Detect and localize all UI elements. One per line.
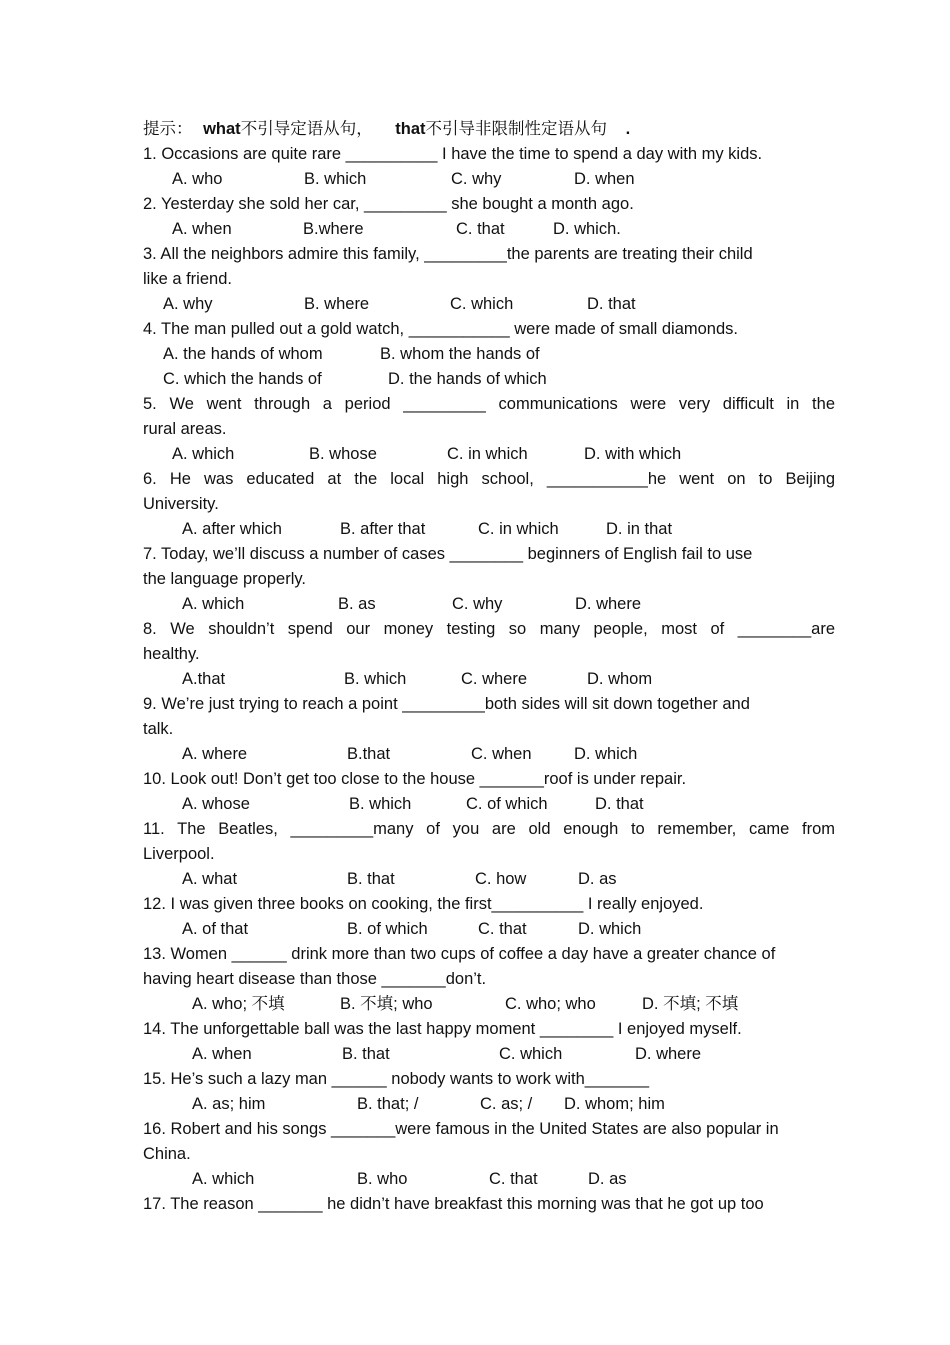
option-d[interactable]: D. where <box>635 1045 702 1063</box>
option-d[interactable]: D. when <box>574 170 635 188</box>
hint-end: . <box>625 120 631 138</box>
option-d[interactable]: D. as <box>578 870 617 888</box>
option-b[interactable]: B. whom the hands of <box>380 345 540 363</box>
option-c[interactable]: C. why <box>451 170 502 188</box>
option-c[interactable]: C. which the hands of <box>163 370 322 388</box>
option-c[interactable]: C. which <box>499 1045 563 1063</box>
question-3-line-2: like a friend. <box>143 270 232 288</box>
option-c[interactable]: C. as; / <box>480 1095 533 1113</box>
option-c[interactable]: C. who; who <box>505 995 596 1013</box>
option-b[interactable]: B. that <box>342 1045 390 1063</box>
option-d[interactable]: D. in that <box>606 520 673 538</box>
option-d[interactable]: D. that <box>587 295 636 313</box>
question-6-line-2: University. <box>143 495 219 513</box>
hint-that: that <box>395 120 426 138</box>
option-b[interactable]: B. whose <box>309 445 377 463</box>
question-17-line-1: 17. The reason _______ he didn’t have breakfast this morning was that he got up too <box>143 1195 764 1213</box>
question-11-line-1: 11. The Beatles, _________many of you are old enough to remember, came from <box>143 820 835 838</box>
option-b[interactable]: B. as <box>338 595 376 613</box>
option-a[interactable]: A. which <box>192 1170 255 1188</box>
option-b[interactable]: B. which <box>344 670 407 688</box>
option-c[interactable]: C. in which <box>447 445 528 463</box>
option-d[interactable]: D. whom; him <box>564 1095 665 1113</box>
option-a[interactable]: A. which <box>182 595 245 613</box>
option-a[interactable]: A. whose <box>182 795 250 813</box>
option-b[interactable]: B. which <box>349 795 412 813</box>
question-1-line-1: 1. Occasions are quite rare __________ I have the time to spend a day with my kids. <box>143 145 763 163</box>
option-b[interactable]: B.where <box>303 220 364 238</box>
option-b[interactable]: B. 不填; who <box>340 995 433 1013</box>
question-16-line-1: 16. Robert and his songs _______were famous in the United States are also popular in <box>143 1120 779 1138</box>
option-d[interactable]: D. whom <box>587 670 653 688</box>
option-a[interactable]: A. as; him <box>192 1095 266 1113</box>
option-a[interactable]: A. who; 不填 <box>192 995 285 1013</box>
option-c[interactable]: C. why <box>452 595 503 613</box>
option-b[interactable]: B. after that <box>340 520 426 538</box>
option-b[interactable]: B. where <box>304 295 370 313</box>
option-d[interactable]: D. with which <box>584 445 682 463</box>
question-8-line-1: 8. We shouldn’t spend our money testing so many people, most of ________are <box>143 620 835 638</box>
option-b[interactable]: B.that <box>347 745 391 763</box>
option-a[interactable]: A. where <box>182 745 248 763</box>
option-a[interactable]: A. which <box>172 445 235 463</box>
option-a[interactable]: A. who <box>172 170 223 188</box>
question-9-line-2: talk. <box>143 720 174 738</box>
option-c[interactable]: C. which <box>450 295 514 313</box>
option-a[interactable]: A. why <box>163 295 213 313</box>
option-d[interactable]: D. 不填; 不填 <box>642 995 739 1013</box>
option-d[interactable]: D. which. <box>553 220 621 238</box>
option-d[interactable]: D. that <box>595 795 644 813</box>
question-14-line-1: 14. The unforgettable ball was the last happy moment ________ I enjoyed myself. <box>143 1020 742 1038</box>
question-13-line-2: having heart disease than those _______don’t. <box>143 970 487 988</box>
hint-prefix: 提示： <box>143 120 193 138</box>
question-3-line-1: 3. All the neighbors admire this family, _________the parents are treating their child <box>143 245 753 263</box>
option-d[interactable]: D. where <box>575 595 642 613</box>
option-c[interactable]: C. that <box>456 220 505 238</box>
option-d[interactable]: D. the hands of which <box>388 370 547 388</box>
option-a[interactable]: A. when <box>172 220 232 238</box>
hint-line <box>143 118 630 140</box>
option-b[interactable]: B. of which <box>347 920 428 938</box>
option-c[interactable]: C. in which <box>478 520 559 538</box>
option-c[interactable]: C. that <box>489 1170 538 1188</box>
option-d[interactable]: D. which <box>578 920 642 938</box>
question-5-line-2: rural areas. <box>143 420 227 438</box>
option-b[interactable]: B. that <box>347 870 395 888</box>
question-5-line-1: 5. We went through a period _________ communications were very difficult in the <box>143 395 835 413</box>
question-15-line-1: 15. He’s such a lazy man ______ nobody wants to work with_______ <box>143 1070 650 1088</box>
hint-that-rule: 不引导非限制性定语从句 <box>425 120 608 138</box>
question-10-line-1: 10. Look out! Don’t get too close to the house _______roof is under repair. <box>143 770 687 788</box>
question-9-line-1: 9. We’re just trying to reach a point _________both sides will sit down together and <box>143 695 750 713</box>
option-c[interactable]: C. of which <box>466 795 548 813</box>
question-11-line-2: Liverpool. <box>143 845 215 863</box>
question-8-line-2: healthy. <box>143 645 200 663</box>
option-a[interactable]: A. of that <box>182 920 249 938</box>
question-6-line-1: 6. He was educated at the local high school, ___________he went on to Beijing <box>143 470 835 488</box>
option-b[interactable]: B. which <box>304 170 367 188</box>
option-d[interactable]: D. which <box>574 745 638 763</box>
option-a[interactable]: A. after which <box>182 520 282 538</box>
option-b[interactable]: B. who <box>357 1170 408 1188</box>
option-a[interactable]: A. when <box>192 1045 252 1063</box>
hint-what-rule: 不引导定语从句， <box>240 120 373 138</box>
option-c[interactable]: C. how <box>475 870 527 888</box>
option-d[interactable]: D. as <box>588 1170 627 1188</box>
option-a[interactable]: A. what <box>182 870 238 888</box>
option-c[interactable]: C. where <box>461 670 528 688</box>
question-2-line-1: 2. Yesterday she sold her car, _________ she bought a month ago. <box>143 195 634 213</box>
question-4-line-1: 4. The man pulled out a gold watch, ___________ were made of small diamonds. <box>143 320 738 338</box>
question-16-line-2: China. <box>143 1145 191 1163</box>
question-7-line-1: 7. Today, we’ll discuss a number of cases ________ beginners of English fail to use <box>143 545 753 563</box>
question-12-line-1: 12. I was given three books on cooking, the first__________ I really enjoyed. <box>143 895 704 913</box>
option-a[interactable]: A.that <box>182 670 226 688</box>
option-b[interactable]: B. that; / <box>357 1095 419 1113</box>
question-7-line-2: the language properly. <box>143 570 306 588</box>
option-c[interactable]: C. when <box>471 745 532 763</box>
option-a[interactable]: A. the hands of whom <box>163 345 323 363</box>
question-13-line-1: 13. Women ______ drink more than two cups of coffee a day have a greater chance of <box>143 945 776 963</box>
hint-what: what <box>203 120 241 138</box>
option-c[interactable]: C. that <box>478 920 527 938</box>
